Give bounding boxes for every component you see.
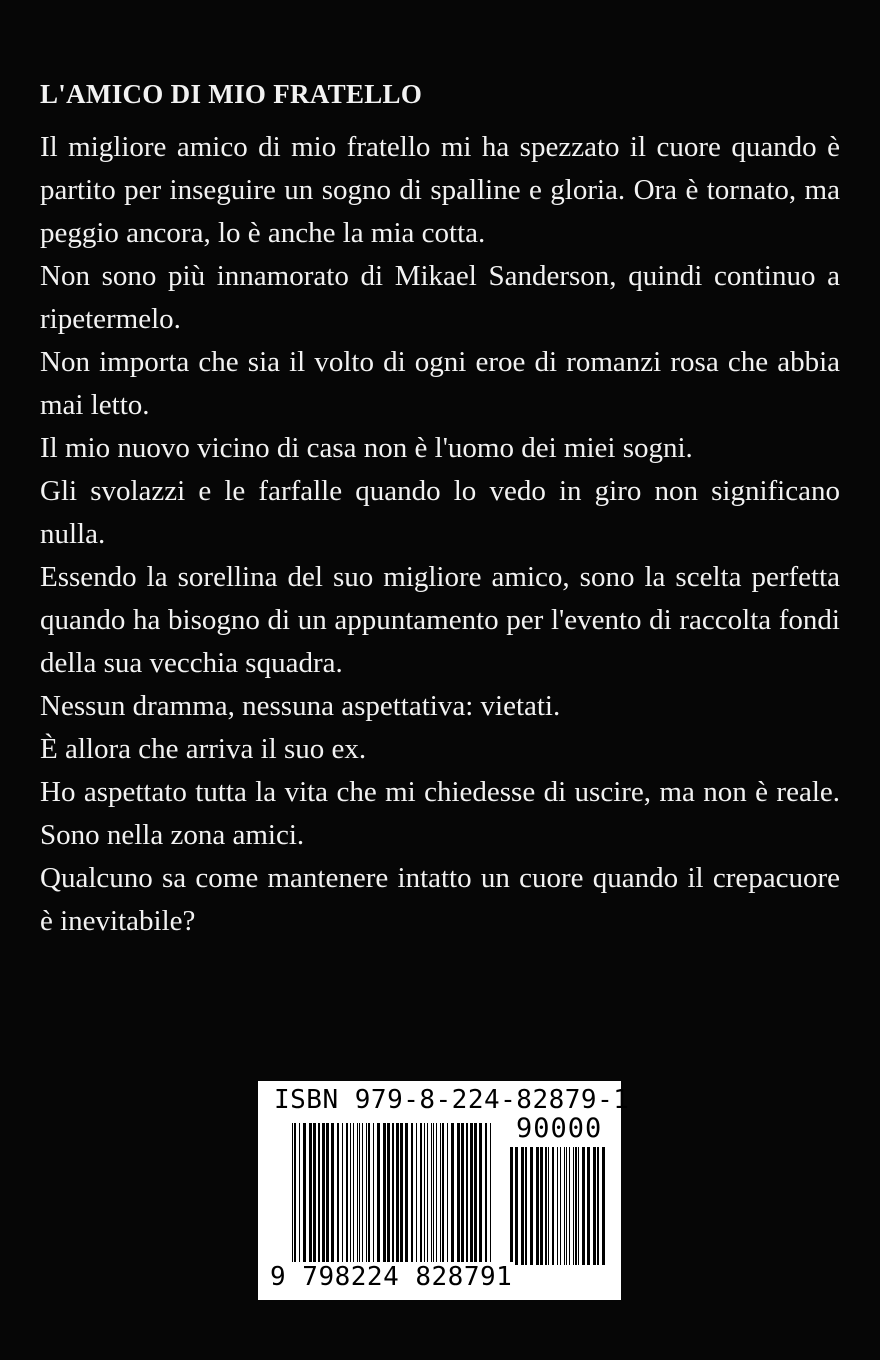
barcode-bar — [392, 1123, 394, 1263]
barcode-bar — [461, 1123, 464, 1263]
blurb-paragraph: Gli svolazzi e le farfalle quando lo vedo in giro non significano nulla. — [40, 475, 840, 550]
barcode-bar — [396, 1123, 399, 1263]
barcode-bar — [353, 1123, 354, 1263]
barcode-bar — [400, 1123, 403, 1263]
barcode-bar — [566, 1147, 567, 1265]
barcode-bar — [337, 1123, 339, 1263]
barcode-bar — [346, 1123, 348, 1263]
barcode-bar — [416, 1123, 417, 1263]
price-code: 90000 — [516, 1113, 603, 1144]
barcode-bar — [373, 1123, 374, 1263]
barcode-bar — [545, 1147, 547, 1265]
blurb-paragraph: Nessun dramma, nessuna aspettativa: vietati. — [40, 690, 561, 722]
blurb-paragraph: Non sono più innamorato di Mikael Sanderson, quindi continuo a ripetermelo. — [40, 260, 840, 335]
barcode-bar — [457, 1123, 460, 1263]
barcode-bar — [602, 1147, 605, 1265]
barcode-bar — [318, 1123, 320, 1263]
blurb-paragraph: Il mio nuovo vicino di casa non è l'uomo dei miei sogni. — [40, 432, 693, 464]
barcode-bar — [593, 1147, 596, 1265]
barcode-bar — [322, 1123, 325, 1263]
blurb-paragraph: Qualcuno sa come mantenere intatto un cuore quando il crepacuore è inevitabile? — [40, 862, 840, 937]
barcode-bar — [530, 1147, 533, 1265]
barcode-bar — [442, 1123, 444, 1263]
barcode-bar — [427, 1123, 428, 1263]
barcode-bar — [359, 1123, 360, 1263]
barcode-bar — [362, 1123, 363, 1263]
barcode-bar — [557, 1147, 558, 1265]
barcode-bar — [431, 1123, 432, 1263]
ean-digits: 9 798224 828791 — [270, 1262, 513, 1292]
barcode-bar — [479, 1123, 482, 1263]
blurb-paragraph: È allora che arriva il suo ex. — [40, 733, 367, 765]
barcode-bar — [474, 1123, 477, 1263]
isbn-label: ISBN 979-8-224-82879-1 — [274, 1085, 630, 1115]
barcode-bar — [313, 1123, 316, 1263]
barcode-bar — [447, 1123, 448, 1263]
barcode-bar — [292, 1123, 293, 1275]
blurb-paragraph: Essendo la sorellina del suo migliore amico, sono la scelta perfetta quando ha bisogno di un appuntamento per l'evento di raccolta fondi della sua vecchia squadra. — [40, 561, 840, 679]
barcode-bar — [309, 1123, 312, 1263]
barcode-bar — [420, 1123, 422, 1263]
barcode-bar — [299, 1123, 300, 1263]
barcode-bar — [294, 1123, 296, 1275]
barcode-bar — [560, 1147, 561, 1265]
barcode-bar — [548, 1147, 549, 1265]
barcode-bar — [521, 1147, 524, 1265]
barcode-bar — [540, 1147, 543, 1265]
book-title: L'AMICO DI MIO FRATELLO — [40, 79, 423, 109]
barcode-bar — [575, 1147, 577, 1265]
barcode-bar — [490, 1123, 491, 1275]
barcode-bar — [485, 1123, 487, 1275]
barcode-bar — [436, 1123, 437, 1263]
barcode-bar — [331, 1123, 334, 1263]
barcode-bar — [587, 1147, 590, 1265]
barcode-bar — [564, 1147, 565, 1265]
barcode-bar — [326, 1123, 329, 1263]
blurb-paragraph: Non importa che sia il volto di ogni eroe di romanzi rosa che abbia mai letto. — [40, 346, 840, 421]
barcode-bar — [387, 1123, 390, 1263]
blurb-paragraph: Il migliore amico di mio fratello mi ha spezzato il cuore quando è partito per inseguire un sogno di spalline e gloria. Ora è tornato, ma peggio ancora, lo è anche la mia cotta. — [40, 131, 840, 249]
barcode-bar — [466, 1123, 468, 1263]
barcode-bar — [424, 1123, 425, 1263]
barcode-bar — [597, 1147, 599, 1265]
barcode-bar — [377, 1123, 380, 1263]
barcode-bar — [525, 1147, 527, 1265]
barcode-bar — [433, 1123, 434, 1263]
barcode-bar — [515, 1147, 518, 1265]
barcode-bar — [350, 1123, 351, 1263]
barcode-bar — [510, 1147, 513, 1265]
barcode-bar — [368, 1123, 370, 1263]
barcode-bar — [582, 1147, 585, 1265]
barcode-bar — [342, 1123, 343, 1263]
barcode-bar — [411, 1123, 413, 1263]
blurb-paragraph: Ho aspettato tutta la vita che mi chiedesse di uscire, ma non è reale. Sono nella zona amici. — [40, 776, 840, 851]
barcode-bar — [573, 1147, 574, 1265]
barcode-bar — [470, 1123, 473, 1263]
barcode-bar — [451, 1123, 454, 1263]
barcode-bar — [578, 1147, 579, 1265]
barcode-bar — [440, 1123, 441, 1263]
barcode-bar — [552, 1147, 554, 1265]
back-cover-blurb — [40, 72, 840, 943]
barcode-bar — [536, 1147, 539, 1265]
barcode-bar — [569, 1147, 570, 1265]
barcode-bar — [303, 1123, 306, 1263]
barcode-bar — [357, 1123, 358, 1263]
isbn-barcode — [258, 1081, 630, 1300]
barcode-bar — [405, 1123, 408, 1263]
barcode-bar — [383, 1123, 386, 1263]
barcode-bar — [366, 1123, 367, 1263]
